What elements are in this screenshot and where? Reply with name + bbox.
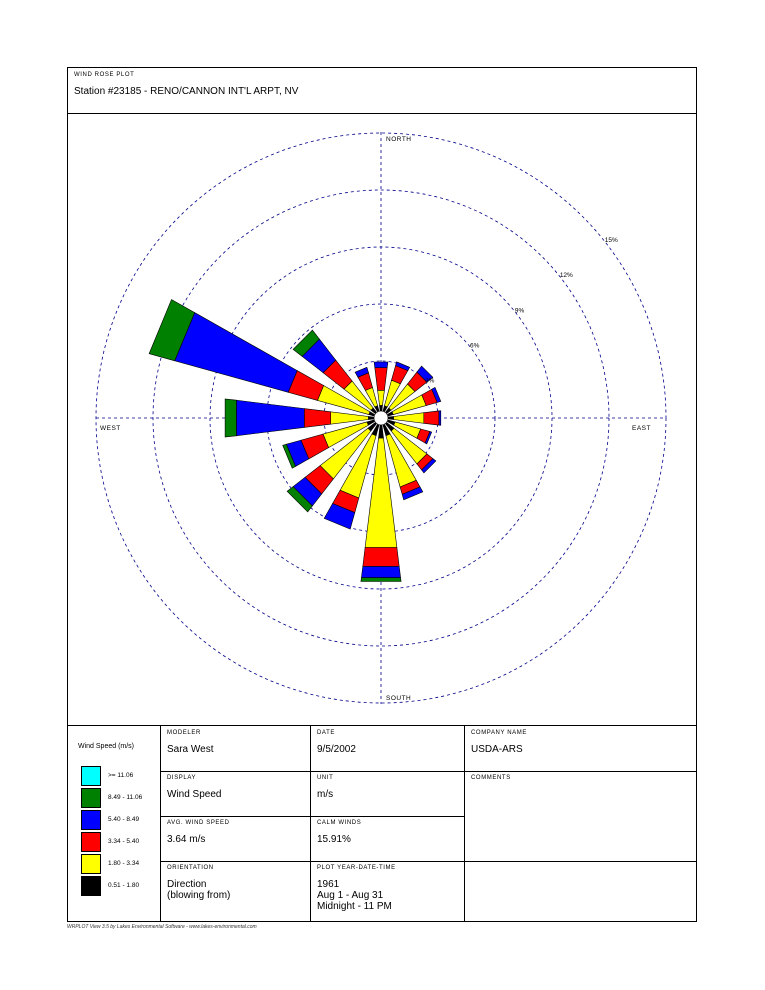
report-header bbox=[68, 68, 696, 114]
avg-speed-cell bbox=[160, 816, 310, 861]
date-label: DATE bbox=[317, 730, 335, 736]
compass-west: WEST bbox=[100, 425, 121, 432]
petal-segment-wnw bbox=[175, 313, 298, 393]
plot-hours: Midnight - 11 PM bbox=[317, 901, 392, 912]
petal-segment-s bbox=[363, 548, 399, 567]
company-cell bbox=[464, 726, 696, 771]
plot-year: 1961 bbox=[317, 879, 340, 890]
legend-swatch bbox=[81, 810, 101, 830]
petal-segment-s bbox=[361, 578, 401, 582]
legend-swatch bbox=[81, 832, 101, 852]
wind-rose-plot bbox=[68, 114, 696, 725]
report-frame bbox=[67, 67, 697, 922]
legend-label: 3.34 - 5.40 bbox=[108, 838, 140, 845]
orientation-line-2: (blowing from) bbox=[167, 890, 231, 901]
legend-label: 5.40 - 8.49 bbox=[108, 816, 140, 823]
petal-segment-w bbox=[236, 400, 304, 436]
petal-segment-n bbox=[380, 405, 383, 411]
petal-segment-n bbox=[375, 368, 387, 391]
petal-segment-w bbox=[304, 409, 330, 428]
display-label: DISPLAY bbox=[167, 775, 197, 781]
station-title: Station #23185 - RENO/CANNON INT'L ARPT, NV bbox=[74, 86, 299, 97]
petal-segment-e bbox=[388, 417, 394, 420]
petal-segment-w bbox=[331, 412, 369, 424]
legend-swatch bbox=[81, 854, 101, 874]
company-label: COMPANY NAME bbox=[471, 730, 527, 736]
orientation-value bbox=[167, 879, 230, 901]
ring-label: 6% bbox=[469, 342, 480, 350]
petal-segment-e bbox=[394, 413, 424, 424]
legend-label: 1.80 - 3.34 bbox=[108, 860, 140, 867]
legend-item bbox=[81, 876, 161, 896]
display-cell bbox=[160, 771, 310, 816]
petal-segment-s bbox=[379, 425, 384, 438]
ring-label: 9% bbox=[514, 307, 525, 315]
unit-value: m/s bbox=[317, 789, 334, 800]
ring-label: 15% bbox=[604, 237, 618, 245]
unit-label: UNIT bbox=[317, 775, 334, 781]
legend-item bbox=[81, 832, 161, 852]
display-value: Wind Speed bbox=[167, 789, 222, 800]
plot-time-cell bbox=[310, 861, 464, 922]
legend-title: Wind Speed (m/s) bbox=[78, 743, 135, 750]
plot-type-label: WIND ROSE PLOT bbox=[74, 72, 135, 78]
compass-east: EAST bbox=[632, 425, 651, 432]
legend-swatch bbox=[81, 766, 101, 786]
plot-time-label: PLOT YEAR-DATE-TIME bbox=[317, 865, 396, 871]
modeler-cell bbox=[160, 726, 310, 771]
petal-segment-w bbox=[368, 417, 374, 420]
petal-segment-n bbox=[374, 362, 388, 368]
petal-segment-s bbox=[361, 566, 400, 577]
comments-label: COMMENTS bbox=[471, 775, 511, 781]
legend-item bbox=[81, 766, 161, 786]
petal-segment-e bbox=[439, 411, 441, 426]
plot-dates: Aug 1 - Aug 31 bbox=[317, 890, 384, 901]
divider bbox=[160, 861, 696, 862]
orientation-label: ORIENTATION bbox=[167, 865, 214, 871]
legend-swatch bbox=[81, 876, 101, 896]
compass-north: NORTH bbox=[386, 136, 412, 143]
wind-rose-svg bbox=[68, 114, 696, 725]
calm-circle bbox=[374, 411, 388, 425]
legend-item bbox=[81, 788, 161, 808]
modeler-label: MODELER bbox=[167, 730, 201, 736]
info-panel bbox=[68, 725, 696, 921]
unit-cell bbox=[310, 771, 464, 816]
blank-cell bbox=[464, 861, 696, 922]
footer-credit: WRPLOT View 3.5 by Lakes Environmental Software - www.lakes-environmental.com bbox=[67, 924, 257, 930]
ring-label: 12% bbox=[559, 272, 573, 280]
petal-segment-w bbox=[225, 399, 236, 437]
compass-south: SOUTH bbox=[386, 695, 412, 702]
orientation-line-1: Direction bbox=[167, 879, 207, 890]
calm-winds-label: CALM WINDS bbox=[317, 820, 362, 826]
calm-winds-cell bbox=[310, 816, 464, 861]
plot-time-value bbox=[317, 879, 392, 912]
avg-speed-value: 3.64 m/s bbox=[167, 834, 206, 845]
legend-item bbox=[81, 854, 161, 874]
legend-swatch bbox=[81, 788, 101, 808]
date-cell bbox=[310, 726, 464, 771]
ring-label: 3% bbox=[425, 377, 435, 385]
company-value: USDA-ARS bbox=[471, 744, 523, 755]
legend-label: 0.51 - 1.80 bbox=[108, 882, 140, 889]
modeler-value: Sara West bbox=[167, 744, 214, 755]
ring-label-group bbox=[425, 237, 618, 384]
legend-label: >= 11.06 bbox=[108, 772, 134, 779]
legend-item bbox=[81, 810, 161, 830]
comments-cell bbox=[464, 771, 696, 861]
petal-segment-e bbox=[424, 411, 439, 425]
petal-group bbox=[149, 300, 441, 582]
legend-label: 8.49 - 11.06 bbox=[108, 794, 143, 801]
divider bbox=[160, 771, 696, 772]
calm-winds-value: 15.91% bbox=[317, 834, 351, 845]
avg-speed-label: AVG. WIND SPEED bbox=[167, 820, 230, 826]
date-value: 9/5/2002 bbox=[317, 744, 356, 755]
legend bbox=[68, 726, 160, 922]
orientation-cell bbox=[160, 861, 310, 922]
petal-segment-n bbox=[378, 390, 385, 405]
divider bbox=[160, 816, 464, 817]
